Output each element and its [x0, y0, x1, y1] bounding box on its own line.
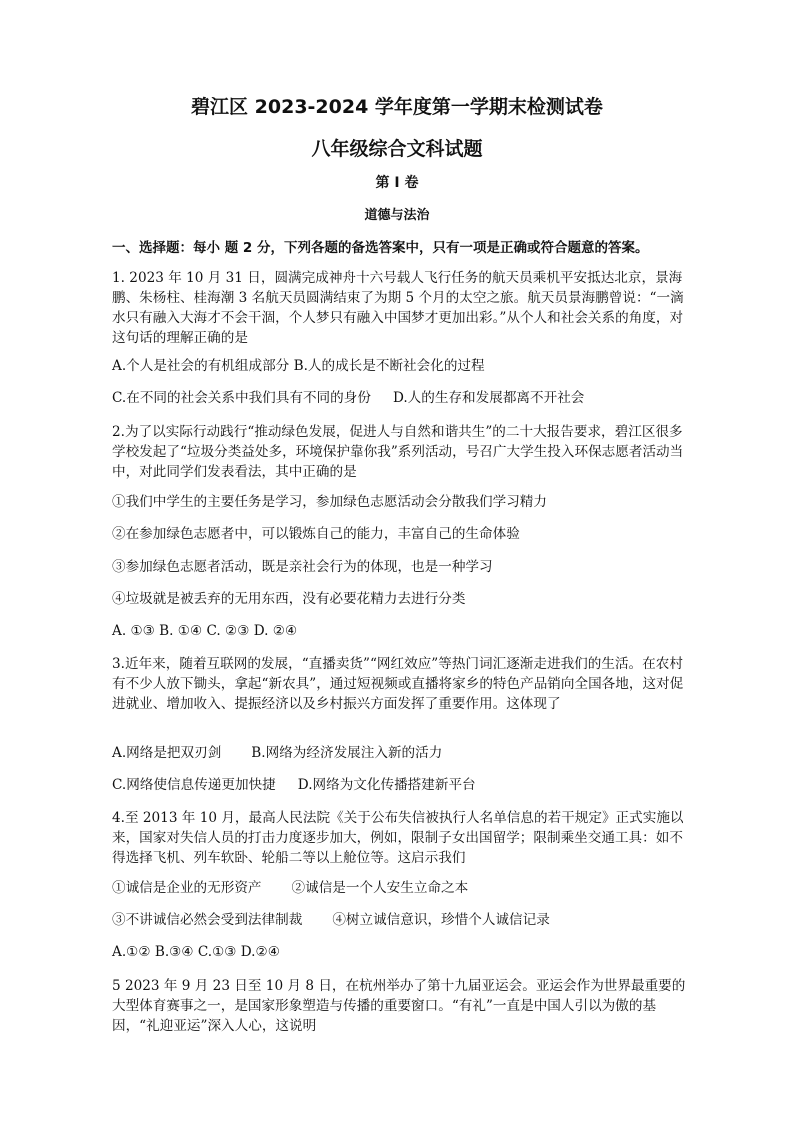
question-3-option-a: A.网络是把双刃剑: [112, 745, 222, 761]
subject-label: 道德与法治: [364, 208, 430, 223]
question-2-stem: 2.为了以实际行动践行“推动绿色发展，促进人与自然和谐共生”的二十大报告要求，碧江区很多学校发起了“垃圾分类益处多，环境保护靠你我”系列活动，号召广大学生投入环保志愿者活动当中，对此同学们发表看法，其中正确的是: [112, 424, 684, 480]
question-2-statement-1: ①我们中学生的主要任务是学习，参加绿色志愿活动会分散我们学习精力: [112, 494, 547, 510]
exam-title: 碧江区 2023-2024 学年度第一学期末检测试卷: [191, 96, 603, 118]
question-5-stem: 5 2023 年 9 月 23 日至 10 月 8 日，在杭州举办了第十九届亚运会。亚运会作为世界最重要的大型体育赛事之一，是国家形象塑造与传播的重要窗口。“有礼”一直是中国人引以为傲的基因，“礼迎亚运”深入人心，这说明: [112, 978, 686, 1034]
question-4-statement-4: ④树立诚信意识，珍惜个人诚信记录: [332, 912, 550, 928]
question-3-options-cd: [112, 775, 476, 795]
question-3-stem: 3.近年来，随着互联网的发展，“直播卖货”“网红效应”等热门词汇逐渐走进我们的生活。在农村有不少人放下锄头，拿起“新农具”，通过短视频或直播将家乡的特色产品销向全国各地，这对促进就业、增加收入、提振经济以及乡村振兴方面发挥了重要作用。这体现了: [112, 656, 684, 712]
question-1-options-cd: [112, 388, 584, 408]
question-4-statement-1: ①诚信是企业的无形资产: [112, 880, 262, 896]
question-4-statements-34: [112, 910, 550, 930]
exam-subtitle: 八年级综合文科试题: [311, 138, 483, 160]
question-1-option-d: D.人的生存和发展都离不开社会: [392, 390, 585, 406]
question-2-options: A. ①③ B. ①④ C. ②③ D. ②④: [112, 623, 298, 639]
question-4-stem: 4.至 2013 年 10 月，最高人民法院《关于公布失信被执行人名单信息的若干规定》正式实施以来，国家对失信人员的打击力度逐步加大，例如，限制子女出国留学；限制乘坐交通工具：如不得选择飞机、列车软卧、轮船二等以上舱位等。这启示我们: [112, 810, 684, 866]
question-2-statement-3: ③参加绿色志愿者活动，既是亲社会行为的体现，也是一种学习: [112, 559, 493, 575]
question-1-stem: 1. 2023 年 10 月 31 日，圆满完成神舟十六号载人飞行任务的航天员乘机平安抵达北京，景海鹏、朱杨柱、桂海潮 3 名航天员圆满结束了为期 5 个月的太空之旅。航天员景海鹏曾说：“一滴水只有融入大海才不会干涸，个人梦只有融入中国梦才更加出彩。”从个人和社会关系的角度，对这句话的理解正确的是: [112, 270, 684, 346]
volume-label: 第 I 卷: [375, 175, 419, 191]
question-2-statement-4: ④垃圾就是被丢弃的无用东西，没有必要花精力去进行分类: [112, 591, 466, 607]
question-4-statements-12: [112, 878, 468, 898]
question-4-statement-2: ②诚信是一个人安生立命之本: [291, 880, 469, 896]
question-1-option-c: C.在不同的社会关系中我们具有不同的身份: [112, 390, 371, 406]
question-4-options: A.①② B.③④ C.①③ D.②④: [112, 944, 280, 960]
question-3-option-b: B.网络为经济发展注入新的活力: [251, 745, 443, 761]
section-heading: 一、选择题：每小 题 2 分，下列各题的备选答案中，只有一项是正确或符合题意的答案。: [112, 240, 649, 256]
question-4-statement-3: ③不讲诚信必然会受到法律制裁: [112, 912, 303, 928]
question-3-option-c: C.网络使信息传递更加快捷: [112, 777, 276, 793]
question-1-options-ab: A.个人是社会的有机组成部分 B.人的成长是不断社会化的过程: [112, 358, 485, 374]
question-3-options-ab: [112, 743, 442, 763]
question-3-option-d: D.网络为文化传播搭建新平台: [297, 777, 476, 793]
question-2-statement-2: ②在参加绿色志愿者中，可以锻炼自己的能力，丰富自己的生命体验: [112, 526, 520, 542]
